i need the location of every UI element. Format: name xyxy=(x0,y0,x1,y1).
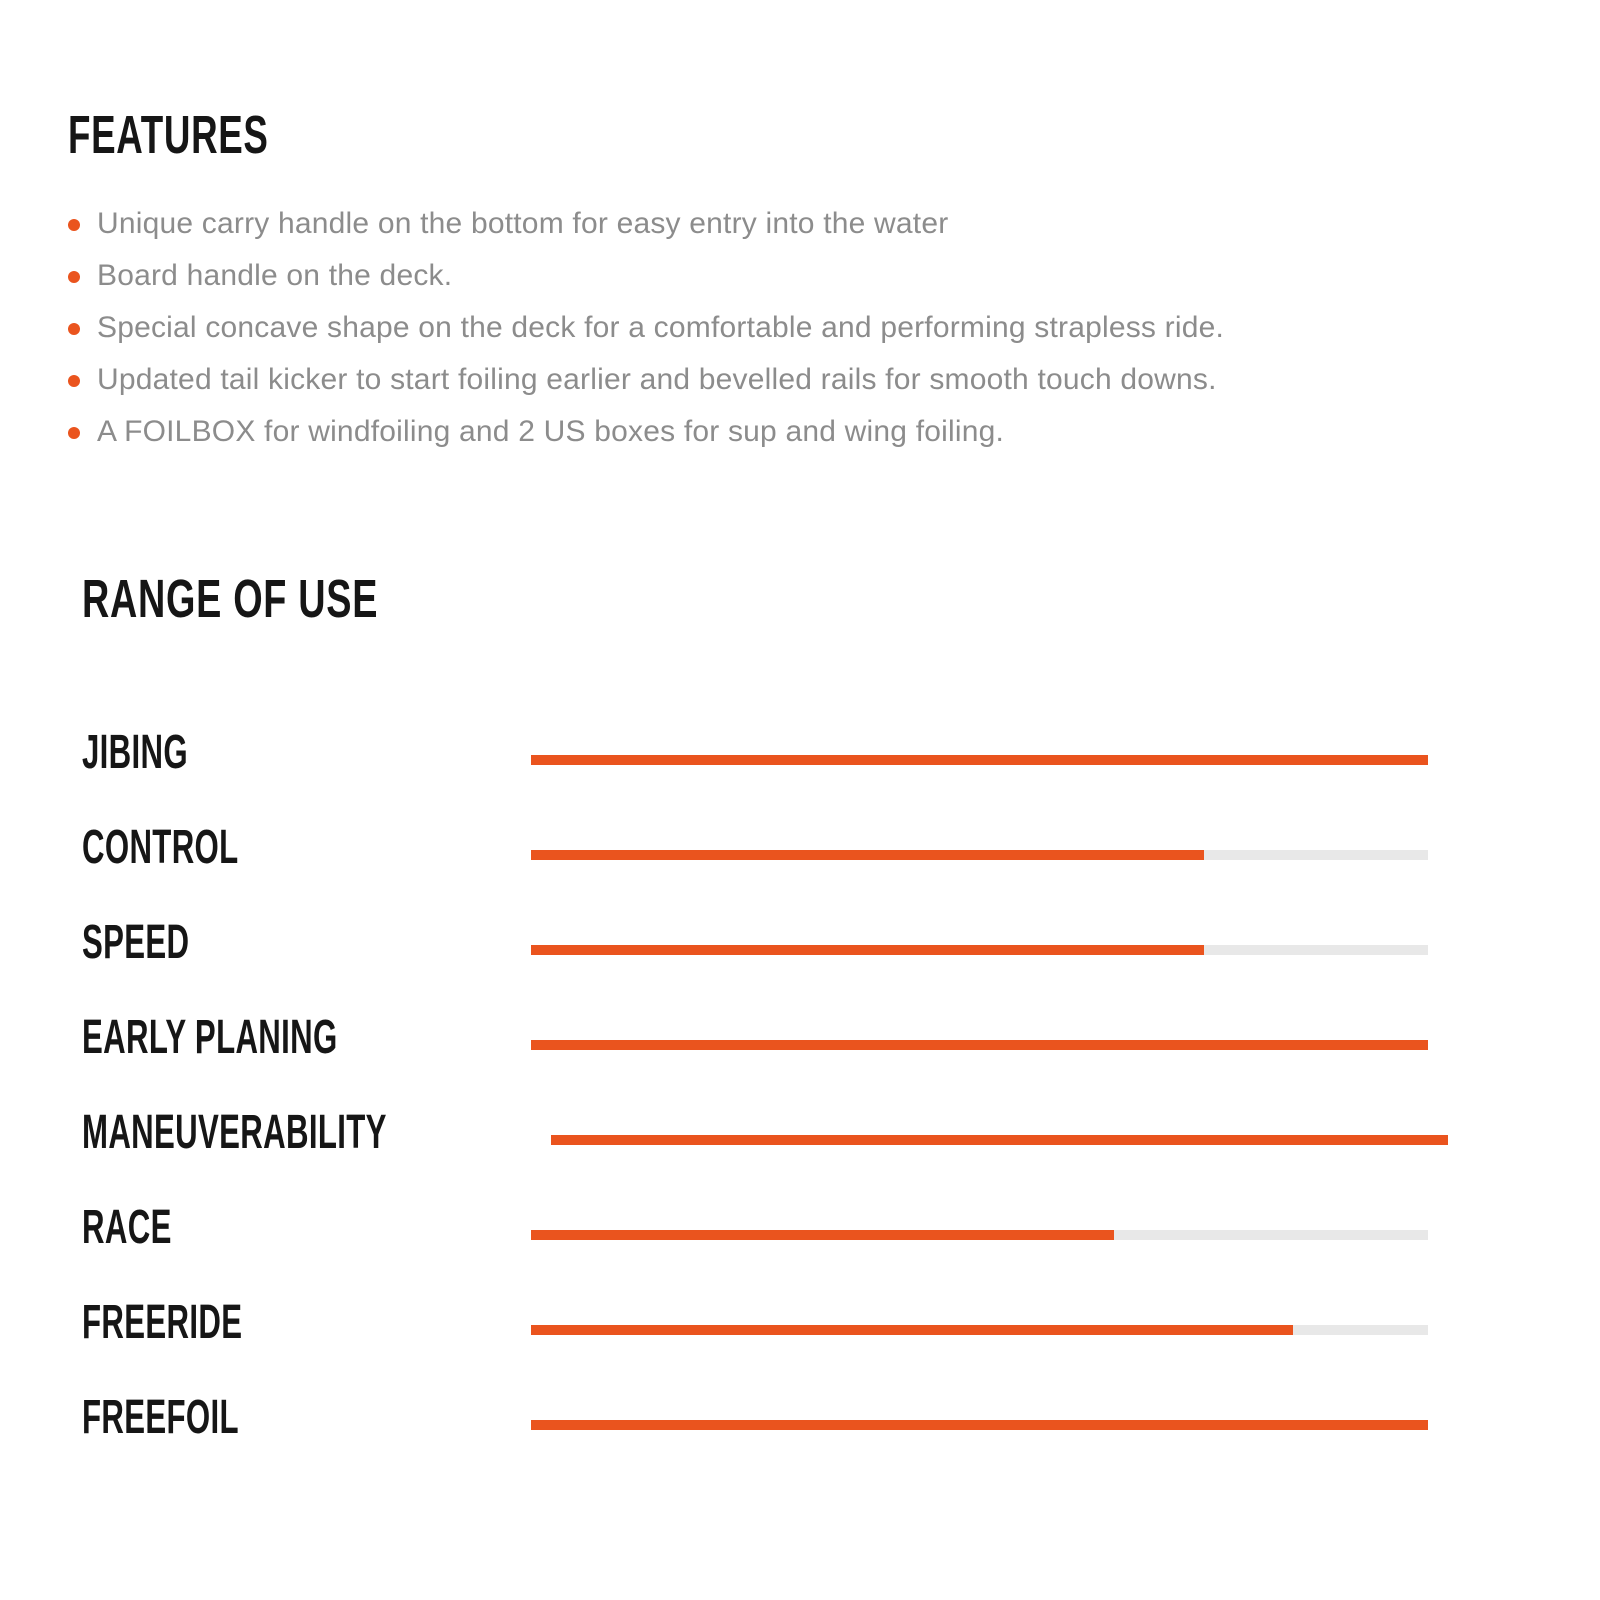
bar-fill xyxy=(551,1135,1448,1145)
bar-fill xyxy=(531,1040,1428,1050)
chart-category-label: EARLY PLANING xyxy=(82,1011,338,1064)
chart-row xyxy=(82,895,1428,990)
chart-category-label: CONTROL xyxy=(82,821,239,874)
feature-item xyxy=(68,302,1558,354)
bar-track xyxy=(531,1040,1428,1050)
chart-category-label: FREERIDE xyxy=(82,1296,243,1349)
feature-item-text: Unique carry handle on the bottom for easy entry into the water xyxy=(97,207,949,240)
bullet-icon xyxy=(68,323,80,335)
bullet-icon xyxy=(68,271,80,283)
bar-fill xyxy=(531,1230,1114,1240)
chart-category-label: JIBING xyxy=(82,726,188,779)
chart-category-label: SPEED xyxy=(82,916,190,969)
feature-item-text: A FOILBOX for windfoiling and 2 US boxes for sup and wing foiling. xyxy=(97,415,1005,448)
range-of-use-title: RANGE OF USE xyxy=(82,569,379,629)
features-list xyxy=(68,198,1558,458)
chart-row xyxy=(82,1275,1428,1370)
feature-item xyxy=(68,198,1558,250)
bullet-icon xyxy=(68,427,80,439)
bar-fill xyxy=(531,1420,1428,1430)
feature-item-text: Updated tail kicker to start foiling earlier and bevelled rails for smooth touch downs. xyxy=(97,363,1217,396)
feature-item xyxy=(68,250,1558,302)
feature-item xyxy=(68,406,1558,458)
chart-category-label: RACE xyxy=(82,1201,172,1254)
feature-item-text: Special concave shape on the deck for a comfortable and performing strapless ride. xyxy=(97,311,1225,344)
bar-track xyxy=(531,755,1428,765)
chart-category-label: MANEUVERABILITY xyxy=(82,1106,387,1159)
bar-track xyxy=(531,1420,1428,1430)
chart-row xyxy=(82,1370,1428,1465)
range-of-use-chart xyxy=(82,705,1428,1465)
feature-item-text: Board handle on the deck. xyxy=(97,259,453,292)
feature-item xyxy=(68,354,1558,406)
bar-track xyxy=(531,1325,1428,1335)
bar-fill xyxy=(531,1325,1293,1335)
bar-track xyxy=(551,1135,1448,1145)
bar-track xyxy=(531,1230,1428,1240)
bullet-icon xyxy=(68,219,80,231)
chart-row xyxy=(82,1085,1428,1180)
chart-row xyxy=(82,1180,1428,1275)
chart-row xyxy=(82,705,1428,800)
bar-track xyxy=(531,945,1428,955)
bar-fill xyxy=(531,850,1204,860)
bar-fill xyxy=(531,945,1204,955)
chart-row xyxy=(82,990,1428,1085)
bar-track xyxy=(531,850,1428,860)
bar-fill xyxy=(531,755,1428,765)
bullet-icon xyxy=(68,375,80,387)
chart-category-label: FREEFOIL xyxy=(82,1391,239,1444)
chart-row xyxy=(82,800,1428,895)
features-title: FEATURES xyxy=(68,105,269,165)
